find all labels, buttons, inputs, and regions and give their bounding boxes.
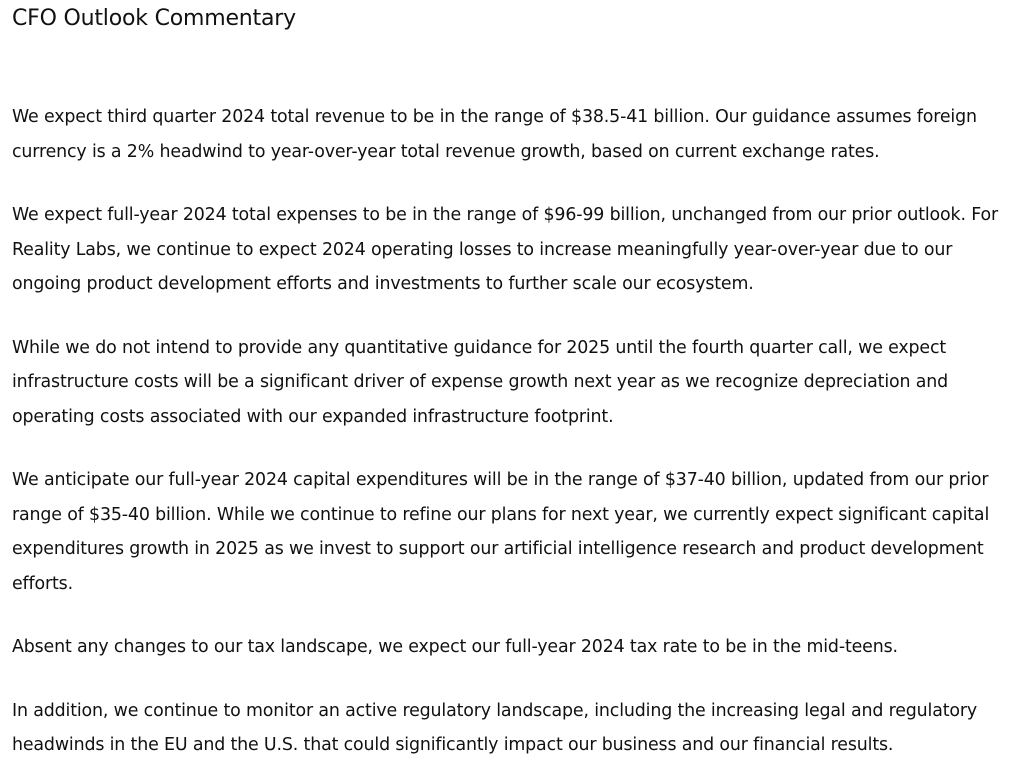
paragraph-regulatory-landscape: In addition, we continue to monitor an active regulatory landscape, including the increasing legal and regulatory headwinds in the EU and the U.S. that could significantly impact our business and our financial results. bbox=[12, 700, 978, 755]
paragraph-revenue-guidance: We expect third quarter 2024 total revenue to be in the range of $38.5-41 billion. Our guidance assumes foreign currency is a 2% headwind to year-over-year total revenue growth, based on current exchange rates. bbox=[12, 107, 977, 162]
page-title: CFO Outlook Commentary bbox=[12, 6, 296, 31]
paragraph-expense-guidance: We expect full-year 2024 total expenses to be in the range of $96-99 billion, unchanged from our prior outlook. For Reality Labs, we continue to expect 2024 operating losses to increase meaningfully year-over-year due to our ongoing product development efforts and investments to further scale our ecosystem. bbox=[12, 205, 998, 294]
paragraph-infrastructure-costs: While we do not intend to provide any quantitative guidance for 2025 until the fourth quarter call, we expect infrastructure costs will be a significant driver of expense growth next year as we recognize depreciation and operating costs associated with our expanded infrastructure footprint. bbox=[12, 337, 949, 427]
paragraph-capital-expenditures: We anticipate our full-year 2024 capital expenditures will be in the range of $37-40 billion, updated from our prior range of $35-40 billion. While we continue to refine our plans for next year, we currently expect significant capital expenditures growth in 2025 as we invest to support our artificial intelligence research and product development efforts. bbox=[12, 470, 990, 594]
paragraph-tax-rate: Absent any changes to our tax landscape, we expect our full-year 2024 tax rate to be in the mid-teens. bbox=[12, 637, 898, 657]
commentary-body bbox=[12, 100, 1012, 763]
